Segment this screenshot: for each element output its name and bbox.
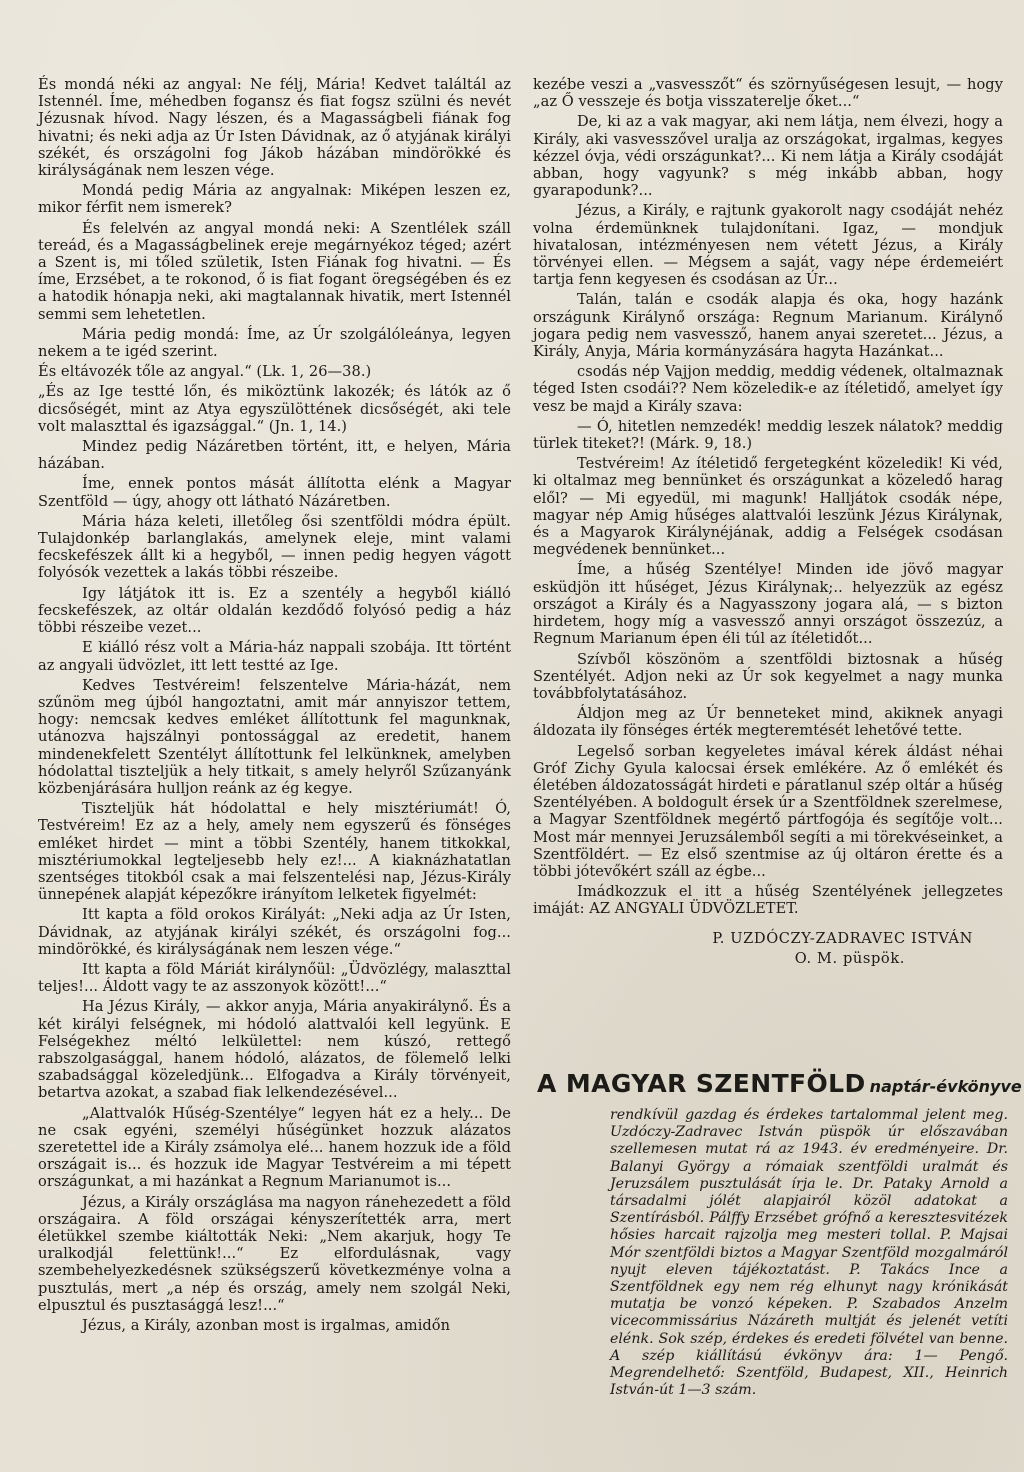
paragraph: Szívből köszönöm a szentföldi biztosnak a hűség Szentélyét. Adjon neki az Úr sok kegyelmet a nagy munka továbbfolytatásához. — [533, 650, 1003, 702]
paragraph: Itt kapta a föld orokos Királyát: „Neki adja az Úr Isten, Dávidnak, az atyjának királyi székét, és országolni fog... mindörökké, és királyságának nem leszen vége.“ — [38, 906, 511, 958]
paragraph: „És az Ige testté lőn, és miköztünk lakozék; és látók az ő dicsőségét, mint az Atya egyszülöttének dicsőségét, aki tele volt malaszttal és igazsággal.“ (Jn. 1, 14.) — [38, 383, 511, 435]
ad-subtitle: naptár-évkönyve — [869, 1077, 1022, 1096]
left-text-column — [38, 76, 511, 1337]
paragraph: csodás nép Vajjon meddig, meddig védenek, oltalmaznak téged Isten csodái?? Nem közeledik-e az ítéletidő, amelyet így vesz be majd a Király szava: — [533, 363, 1003, 415]
paragraph: — Ó, hitetlen nemzedék! meddig leszek nálatok? meddig türlek titeket?! (Márk. 9, 18.) — [533, 417, 1003, 453]
paragraph: E kiálló rész volt a Mária-ház nappali szobája. Itt történt az angyali üdvözlet, itt lett testté az Ige. — [38, 639, 511, 674]
right-text-column — [533, 76, 1003, 967]
paragraph: „Alattvalók Hűség-Szentélye“ legyen hát ez a hely... De ne csak egyéni, személyi hűségünket hozzuk alázatos szeretettel ide a Király zsámolya elé... hanem hozzuk ide a föld országait is... és hozzuk ide Magyar Testvéreim a mi tépett országunkat, a mi hazánkat a Regnum Marianumot is... — [38, 1104, 511, 1191]
paragraph: Íme, a hűség Szentélye! Minden ide jövő magyar esküdjön itt hűséget, Jézus Királynak;.. helyezzük az egész országot a Király és a Nagyasszony jogara alá, — s bizton hirdetem, hogy míg a vasvessző annyi országot összezúz, a Regnum Marianum épen éli túl az ítéletidőt... — [533, 561, 1003, 648]
paragraph: Legelső sorban kegyeletes imával kérek áldást néhai Gróf Zichy Gyula kalocsai érsek emlékére. Az ő emlékét és életében áldozatosságát hirdeti e páratlanul szép oltár a hűség Szentélyében. A boldogult érsek úr a Szentföldnek szerelmese, a Magyar Szentföldnek megértő pártfogója és segítője volt... Most már mennyei Jeruzsálemből segíti a mi törekvéseinket, a Szentföldért. — Ez első szentmise az új oltáron érette és a többi jótevőkért száll az égbe... — [533, 742, 1003, 880]
ad-title: A MAGYAR SZENTFÖLD — [537, 1069, 866, 1098]
paragraph: Kedves Testvéreim! felszentelve Mária-házát, nem szűnöm meg újból hangoztatni, amit már annyiszor tettem, hogy: nemcsak kedves emléket állítottunk fel magunknak, utánozva hajszálnyi pontossággal az eredetit, hanem mindenekfelett Szentélyt állítottunk fel lelkünknek, amelyben hódolattal tiszteljük a hely titkait, s amely helyről Szűzanyánk közbenjárására hulljon reánk az ég kegye. — [38, 676, 511, 797]
paragraph: Mondá pedig Mária az angyalnak: Miképen leszen ez, mikor férfit nem ismerek? — [38, 182, 511, 217]
paragraph: Mária pedig mondá: Íme, az Úr szolgálóleánya, legyen nekem a te igéd szerint. — [38, 325, 511, 361]
signature-name: P. UZDÓCZY-ZADRAVEC ISTVÁN — [712, 929, 973, 947]
paragraph: Itt kapta a föld Máriát királynőül: „Üdvözlégy, malaszttal teljes!... Áldott vagy te az asszonyok között!...“ — [38, 960, 511, 996]
paragraph: Testvéreim! Az ítéletidő fergetegként közeledik! Ki véd, ki oltalmaz meg bennünket és országunkat a közeledő harag elől? — Mi egyedül, mi magunk! Halljátok csodák népe, magyar nép Amig hűséges alattvalói leszünk Jézus Királynak, és a Magyarok Királynéjának, addig a Felségek csodásan megvédenek bennünket... — [533, 455, 1003, 559]
signature-title: O. M. püspök. — [794, 949, 905, 967]
paragraph: Jézus, a Király országlása ma nagyon ránehezedett a föld országaira. A föld országai kényszerítették arra, mert életükkel szembe kiáltották Neki: „Nem akarjuk, hogy Te uralkodjál felettünk!...“ Ez elfordulásnak, vagy szembehelyezkedésnek szükségszerű következménye volna a pusztulás, mert „a nép és ország, amely nem szolgál Neki, elpusztul és pusztasággá lesz!...“ — [38, 1193, 511, 1314]
paragraph: Imádkozzuk el itt a hűség Szentélyének jellegzetes imáját: AZ ANGYALI ÜDVÖZLETET. — [533, 883, 1003, 918]
ad-banner — [537, 1069, 1022, 1098]
paragraph: Talán, talán e csodák alapja és oka, hogy hazánk országunk Királynő országa: Regnum Marianum. Királynő jogara pedig nem vasvessző, hanem anyai szeretet... Jézus, a Király, Anyja, Mária kormányzására hagyta Hazánkat... — [533, 291, 1003, 361]
paragraph: És felelvén az angyal mondá neki: A Szentlélek száll tereád, és a Magasságbelinek ereje megárnyékoz téged; azért a Szent is, mi tőled születik, Isten Fiának fog hivatni. — És íme, Erzsébet, a te rokonod, ő is fiat fogant öregségében és ez a hatodik hónapja neki, aki magtalannak hivatik, mert Istennél semmi sem lehetetlen. — [38, 219, 511, 323]
paragraph: kezébe veszi a „vasvesszőt“ és szörnyűségesen lesujt, — hogy „az Ő vesszeje és botja visszaterelje őket...“ — [533, 76, 1003, 111]
paragraph: Mindez pedig Názáretben történt, itt, e helyen, Mária házában. — [38, 438, 511, 473]
paragraph: Jézus, a Király, e rajtunk gyakorolt nagy csodáját nehéz volna érdemünknek tulajdonítani. Igaz, — mondjuk hivatalosan, intézményesen nem vétett Jézus, a Király törvényei ellen. — Mégsem a saját, vagy népe érdemeiért tartja fenn kegyesen és csodásan az Úr... — [533, 202, 1003, 289]
paragraph: És mondá néki az angyal: Ne félj, Mária! Kedvet találtál az Istennél. Íme, méhedben fogansz és fiat fogsz szülni és nevét Jézusnak hívod. Nagy lészen, és a Magasságbeli fiának fog hivatni; és neki adja az Úr Isten Dávidnak, az ő atyjának királyi székét, és országolni fog Jákob házában mindörökké és királyságának nem leszen vége. — [38, 76, 511, 180]
paragraph: Mária háza keleti, illetőleg ősi szentföldi módra épült. Tulajdonkép barlanglakás, amelynek eleje, mint valami fecskefészek állt ki a hegyből, — innen pedig hegyen vágott folyósók vezettek a lakás többi részeibe. — [38, 512, 511, 582]
paragraph: Tiszteljük hát hódolattal e hely misztériumát! Ó, Testvéreim! Ez az a hely, amely nem egyszerű és fönséges emléket hirdet — mint a többi Szentély, hanem titkokkal, misztériumokkal legteljesebb hely ez!... A kiaknázhatatlan szentséges titokból csak a mai felszentelési nap, Jézus-Király ünnepének alapját képezőkre irányítom lelketek figyelmét: — [38, 800, 511, 904]
paragraph: Ha Jézus Király, — akkor anyja, Mária anyakirálynő. És a két királyi felségnek, mi hódoló alattvalói kell legyünk. E Felségekhez méltó lelkülettel: nem kúszó, rettegő rabszolgasággal, hanem hódoló, alázatos, de fölemelő lelki szabadsággal közeledjünk... Elfogadva a Király törvényeit, betartva azokat, a szabad fiak lelkendezésével... — [38, 998, 511, 1102]
paragraph: Jézus, a Király, azonban most is irgalmas, amidőn — [82, 1317, 451, 1335]
ad-body — [610, 1107, 1008, 1399]
paragraph: Igy látjátok itt is. Ez a szentély a hegyből kiálló fecskefészek, az oltár oldalán kezdődő folyósó pedig a ház többi részeibe vezet... — [38, 584, 511, 637]
paragraph: Íme, ennek pontos mását állította elénk a Magyar Szentföld — úgy, ahogy ott látható Názáretben. — [38, 475, 511, 510]
paragraph: És eltávozék tőle az angyal.“ (Lk. 1, 26—38.) — [38, 363, 372, 381]
ad-body-text: rendkívül gazdag és érdekes tartalommal jelent meg. Uzdóczy-Zadravec István püspök úr előszavában szellemesen mutat rá az 1943. év eredményeire. Dr. Balanyi György a rómaiak szentföldi uralmát és Jeruzsálem pusztulását írja le. Dr. Pataky Arnold a társadalmi jólét alapjairól közöl adatokat a Szentírásból. Pálffy Erzsébet grófnő a keresztesvitézek hősies harcait rajzolja meg mesteri tollal. P. Majsai Mór szentföldi biztos a Magyar Szentföld mozgalmáról nyujt eleven tájékoztatást. P. Takács Ince a Szentföldnek egy nem rég elhunyt nagy krónikását mutatja be vonzó képeken. P. Szabados Anzelm vicecommissárius Názáreth multját és jelenét vetíti elénk. Sok szép, érdekes és eredeti fölvétel van benne. A szép kiállítású évkönyv ára: 1— Pengő. Megrendelhető: Szentföld, Budapest, XII., Heinrich István-út 1—3 szám. — [610, 1107, 1008, 1399]
paragraph: De, ki az a vak magyar, aki nem látja, nem élvezi, hogy a Király, aki vasvesszővel uralja az országokat, irgalmas, kegyes kézzel óvja, védi országunkat?... Ki nem látja a Király csodáját abban, hogy vagyunk? s még inkább abban, hogy gyarapodunk?... — [533, 113, 1003, 200]
paragraph: Áldjon meg az Úr benneteket mind, akiknek anyagi áldozata ily fönséges érték megteremtését lehetővé tette. — [533, 705, 1003, 740]
